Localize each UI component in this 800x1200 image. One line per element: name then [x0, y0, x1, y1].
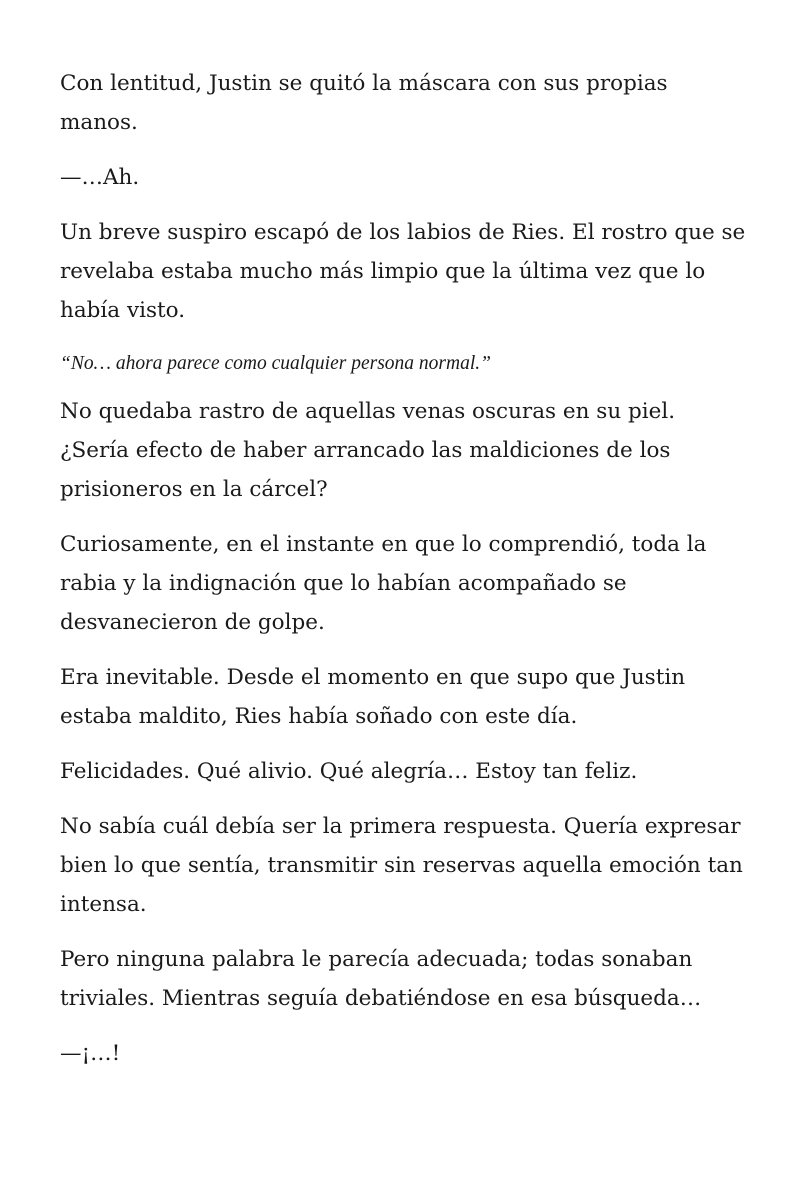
paragraph: No quedaba rastro de aquellas venas oscuras en su piel. ¿Sería efecto de haber arrancado las maldiciones de los prisioneros en la cárcel?: [60, 399, 676, 502]
paragraph: Pero ninguna palabra le parecía adecuada; todas sonaban triviales. Mientras seguía debatiéndose en esa búsqueda…: [60, 947, 702, 1011]
paragraph: Era inevitable. Desde el momento en que supo que Justin estaba maldito, Ries había soñado con este día.: [60, 665, 686, 729]
paragraph: No sabía cuál debía ser la primera respuesta. Quería expresar bien lo que sentía, transmitir sin reservas aquella emoción tan intensa.: [60, 814, 743, 917]
paragraph: Curiosamente, en el instante en que lo comprendió, toda la rabia y la indignación que lo habían acompañado se desvanecieron de golpe.: [60, 532, 707, 635]
dialogue-line: —¡…!: [60, 1041, 121, 1066]
document-body: [60, 64, 750, 1089]
paragraph: Un breve suspiro escapó de los labios de Ries. El rostro que se revelaba estaba mucho más limpio que la última vez que lo había visto.: [60, 220, 746, 323]
paragraph: Felicidades. Qué alivio. Qué alegría… Estoy tan feliz.: [60, 759, 638, 784]
inner-thought: “No… ahora parece como cualquier persona normal.”: [60, 353, 491, 374]
dialogue-line: —…Ah.: [60, 165, 140, 190]
paragraph: Con lentitud, Justin se quitó la máscara con sus propias manos.: [60, 71, 668, 135]
